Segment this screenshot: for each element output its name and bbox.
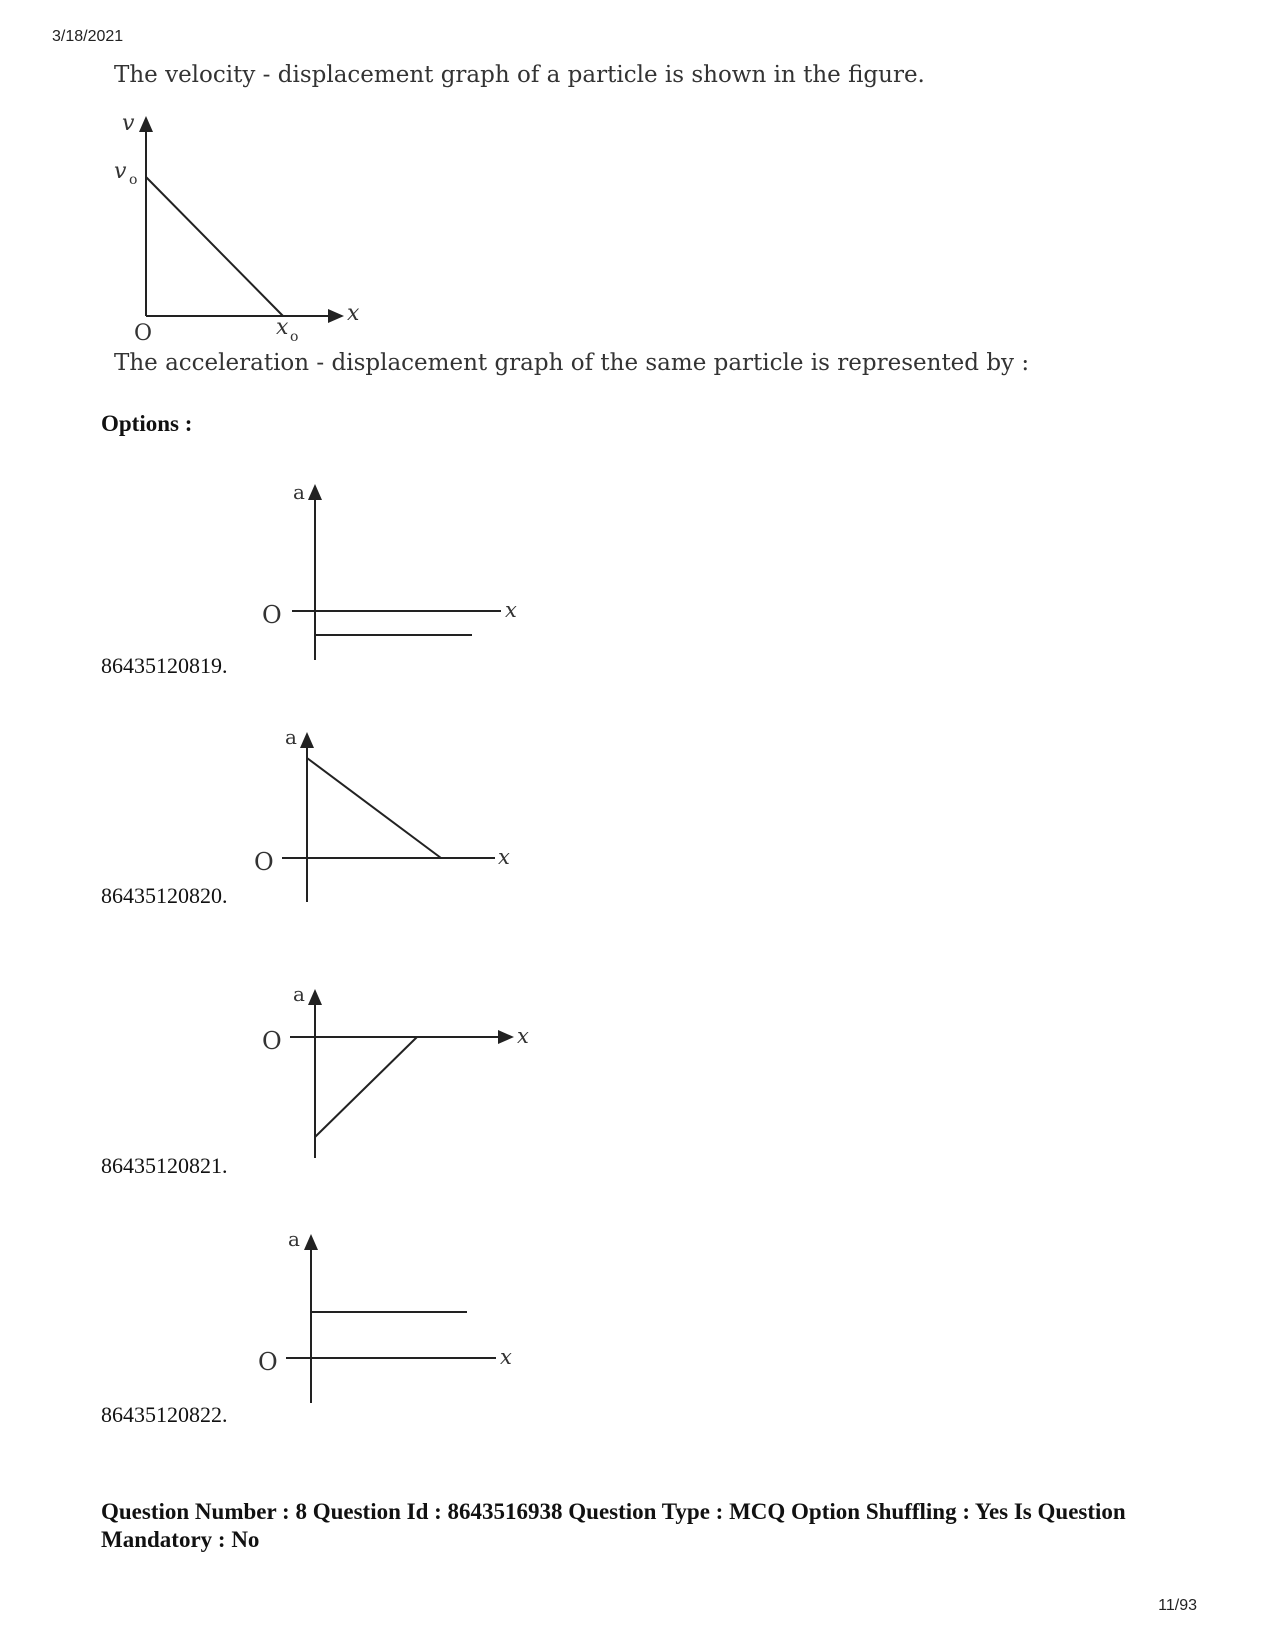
v-axis-label: v bbox=[122, 111, 135, 136]
options-heading: Options : bbox=[101, 411, 193, 436]
page-number: 11/93 bbox=[1158, 1597, 1197, 1614]
question-meta: Question Number : 8 Question Id : 8643516938 Question Type : MCQ Option Shuffling : Yes Is Question Mandatory : No bbox=[101, 1499, 1126, 1552]
print-date: 3/18/2021 bbox=[52, 28, 124, 45]
origin-label: O bbox=[258, 1348, 278, 1376]
option-2-id[interactable]: 86435120820. bbox=[101, 883, 228, 908]
x-axis-label: x bbox=[498, 845, 510, 869]
a-axis-label: a bbox=[285, 725, 297, 749]
x-axis-label: x bbox=[517, 1024, 529, 1048]
question-statement: The velocity - displacement graph of a particle is shown in the figure. bbox=[114, 62, 925, 88]
origin-label: O bbox=[262, 601, 282, 629]
a-axis-arrowhead bbox=[304, 1234, 318, 1250]
question-prompt: The acceleration - displacement graph of the same particle is represented by : bbox=[114, 350, 1030, 376]
v0-subscript: o bbox=[129, 172, 138, 188]
x-axis-label: x bbox=[505, 598, 517, 622]
a-axis-label: a bbox=[293, 982, 305, 1006]
origin-label: O bbox=[262, 1027, 282, 1055]
x-axis-label: x bbox=[500, 1345, 512, 1369]
a-axis-label: a bbox=[288, 1227, 300, 1251]
x-axis-label: x bbox=[347, 301, 360, 326]
x0-subscript: o bbox=[290, 329, 299, 345]
x0-label: x bbox=[276, 315, 289, 340]
option-4-id[interactable]: 86435120822. bbox=[101, 1402, 228, 1427]
v0-label: v bbox=[114, 159, 127, 184]
option-3-id[interactable]: 86435120821. bbox=[101, 1153, 228, 1178]
option-1-id[interactable]: 86435120819. bbox=[101, 653, 228, 678]
origin-label: O bbox=[254, 848, 274, 876]
a-axis-label: a bbox=[293, 480, 305, 504]
origin-label: O bbox=[134, 321, 153, 346]
